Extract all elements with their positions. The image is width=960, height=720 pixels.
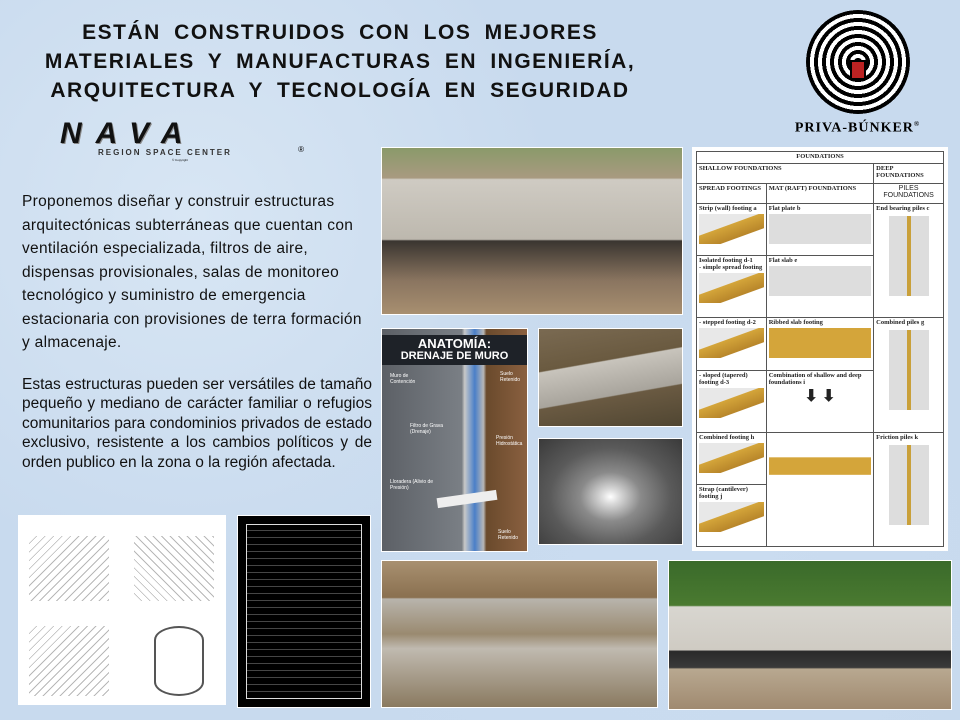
stair-blueprint-drawing xyxy=(237,515,371,708)
stair-sketch xyxy=(29,626,109,696)
copyright-text: © Copyright xyxy=(172,158,188,162)
foundations-types-chart xyxy=(692,147,948,551)
anatomy-title-line: DRENAJE DE MURO xyxy=(400,350,509,362)
priva-bunker-logo xyxy=(780,10,935,142)
diagram-label: Suelo Retenido xyxy=(498,529,519,541)
table-header: SPREAD FOOTINGS xyxy=(697,183,767,203)
diagram-label: Presión Hidrostática xyxy=(496,435,523,447)
nava-logo-text: NAVA xyxy=(60,117,197,150)
cell-label: Combined footing h xyxy=(699,433,755,441)
concrete-culvert-photo xyxy=(668,560,952,710)
title-line: MATERIALES Y MANUFACTURAS EN INGENIERÍA, xyxy=(44,50,636,73)
cell-label: End bearing piles c xyxy=(876,204,930,212)
drain-pipe xyxy=(437,490,498,508)
diagram-label: Suelo Retenido xyxy=(500,371,521,383)
foundations-table xyxy=(696,151,944,547)
concrete-channel-photo xyxy=(538,328,683,427)
table-header: DEEP FOUNDATIONS xyxy=(874,164,944,184)
title-line: ESTÁN CONSTRUIDOS CON LOS MEJORES xyxy=(82,21,598,44)
cell-label: Flat slab e xyxy=(768,257,798,265)
sloped-footing-illustration xyxy=(699,388,764,418)
stair-sketch xyxy=(134,536,214,601)
combined-footing-illustration xyxy=(699,443,764,473)
spiral-stair-sketch xyxy=(154,626,204,696)
workers-installing-concrete-box-photo xyxy=(381,147,683,315)
staircase-sketches xyxy=(18,515,226,705)
diagram-label: Lloradera (Alivio de Presión) xyxy=(390,479,434,491)
anatomy-title-line: ANATOMÍA: xyxy=(417,336,492,351)
cell-label: - sloped (tapered) footing d-3 xyxy=(699,371,748,386)
combined-piles-illustration xyxy=(889,330,929,410)
diagram-label: Muro de Contención xyxy=(390,373,416,385)
cell-label: Isolated footing d-1 xyxy=(699,257,753,265)
registered-mark: ® xyxy=(913,120,921,128)
pile-cap-illustration xyxy=(769,436,871,506)
cell-label: Friction piles k xyxy=(876,433,919,441)
stepped-footing-illustration xyxy=(699,328,764,358)
arrow-down-icon: ⬇ ⬇ xyxy=(804,387,836,405)
nava-logo xyxy=(60,117,308,162)
strip-footing-illustration xyxy=(699,214,764,244)
cell-label: - simple spread footing xyxy=(699,264,763,272)
priva-name: PRIVA-BÚNKER xyxy=(794,120,914,136)
bunker-door-icon xyxy=(850,60,866,80)
cell-label: Flat plate b xyxy=(768,204,801,212)
diagram-label: Filtro de Grava (Drenaje) xyxy=(410,423,444,435)
cell-label: Strap (cantilever) footing j xyxy=(699,486,748,501)
title-line: ARQUITECTURA Y TECNOLOGÍA EN SEGURIDAD xyxy=(50,79,630,102)
description-paragraph: Estas estructuras pueden ser versátiles de tamaño pequeño y mediano de carácter familiar o refugios comunitarios para condominios privados de estado exclusivo, resistente a los cambios políticos y de orden publico en la zona o la región afectada. xyxy=(22,376,372,471)
table-header: MAT (RAFT) FOUNDATIONS xyxy=(766,183,873,203)
stair-sketch xyxy=(29,536,109,601)
table-title: FOUNDATIONS xyxy=(697,152,944,164)
cell-label: Strip (wall) footing a xyxy=(699,204,757,212)
cell-label: - stepped footing d-2 xyxy=(699,319,756,327)
nava-logo-subtitle: REGION SPACE CENTER xyxy=(98,148,232,157)
cell-label: Combined piles g xyxy=(876,319,925,327)
flat-slab-illustration xyxy=(769,266,871,296)
priva-logo-text xyxy=(780,120,935,137)
anatomy-title xyxy=(382,335,527,365)
end-bearing-pile-illustration xyxy=(889,216,929,296)
isolated-footing-illustration xyxy=(699,273,764,303)
table-header: PILES FOUNDATIONS xyxy=(874,183,944,203)
wall-drainage-anatomy-diagram xyxy=(381,328,528,552)
strap-footing-illustration xyxy=(699,502,764,532)
registered-mark: ® xyxy=(298,145,304,154)
blueprint-lines xyxy=(246,524,362,699)
cell-label: Ribbed slab footing xyxy=(768,319,823,327)
table-header: SHALLOW FOUNDATIONS xyxy=(697,164,874,184)
flat-plate-illustration xyxy=(769,214,871,244)
slide-title xyxy=(20,18,660,105)
friction-pile-illustration xyxy=(889,445,929,525)
cell-label: Combination of shallow and deep foundations i xyxy=(768,371,862,386)
ribbed-slab-illustration xyxy=(769,328,871,358)
foundation-construction-site-photo xyxy=(381,560,658,708)
tunnel-interior-photo xyxy=(538,438,683,545)
intro-paragraph: Proponemos diseñar y construir estructuras arquitectónicas subterráneas que cuentan con ventilación especializada, filtros de aire, dispensas provisionales, salas de monitoreo tecnológico y suministro de emergencia estacionaria con provisiones de terra formación y almacenaje. xyxy=(22,193,362,351)
